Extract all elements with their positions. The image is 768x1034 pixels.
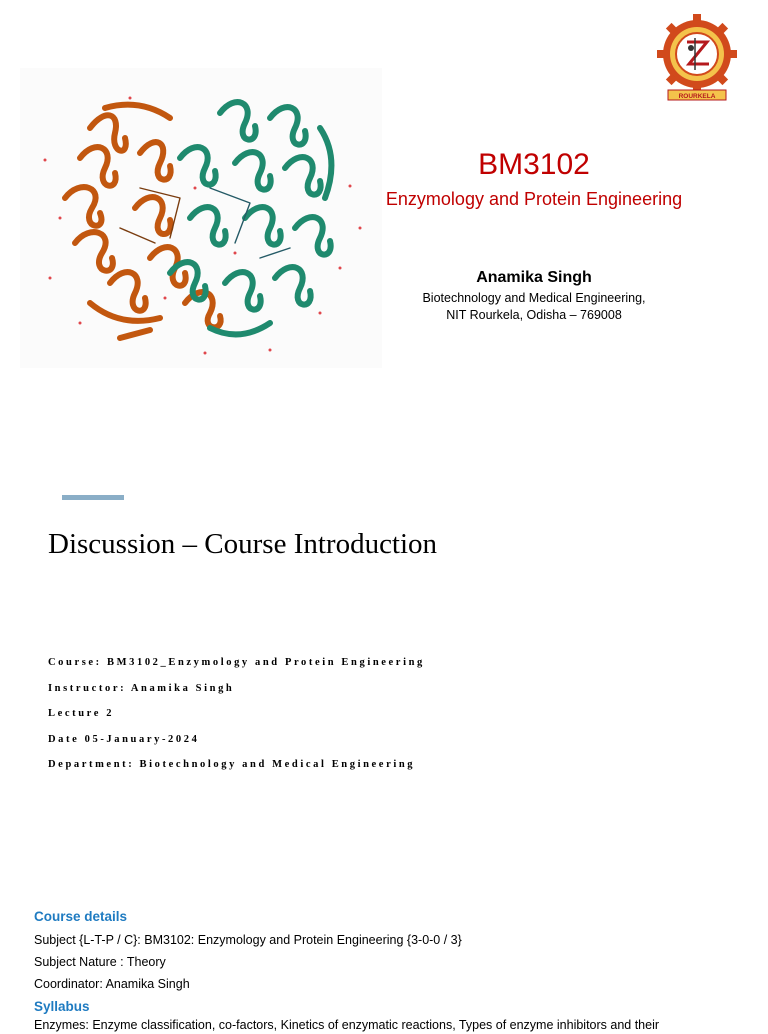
syllabus-heading: Syllabus: [34, 999, 90, 1014]
course-code-title: BM3102: [478, 148, 590, 181]
course-nature-line: Subject Nature : Theory: [34, 955, 166, 969]
logo-banner-text: ROURKELA: [678, 93, 716, 100]
meta-department: Department: Biotechnology and Medical Engineering: [48, 759, 416, 770]
meta-course: Course: BM3102_Enzymology and Protein Engineering: [48, 657, 425, 668]
author-name: Anamika Singh: [476, 269, 592, 286]
course-coordinator-line: Coordinator: Anamika Singh: [34, 977, 190, 991]
nit-rourkela-logo: [652, 16, 742, 102]
protein-structure-image: [20, 68, 382, 368]
meta-lecture: Lecture 2: [48, 708, 115, 719]
course-subject-line: Subject {L-T-P / C}: BM3102: Enzymology and Protein Engineering {3-0-0 / 3}: [34, 933, 462, 947]
affiliation-line-2: NIT Rourkela, Odisha – 769008: [446, 308, 622, 322]
course-details-heading: Course details: [34, 909, 128, 924]
syllabus-text: Enzymes: Enzyme classification, co-factors, Kinetics of enzymatic reactions, Types of enzyme inhibitors and their: [34, 1018, 660, 1032]
discussion-title: Discussion – Course Introduction: [48, 528, 438, 560]
meta-instructor: Instructor: Anamika Singh: [48, 683, 235, 694]
course-name-subtitle: Enzymology and Protein Engineering: [385, 189, 683, 209]
meta-date: Date 05-January-2024: [48, 734, 200, 745]
accent-bar: [62, 495, 124, 500]
affiliation-line-1: Biotechnology and Medical Engineering,: [422, 291, 646, 305]
